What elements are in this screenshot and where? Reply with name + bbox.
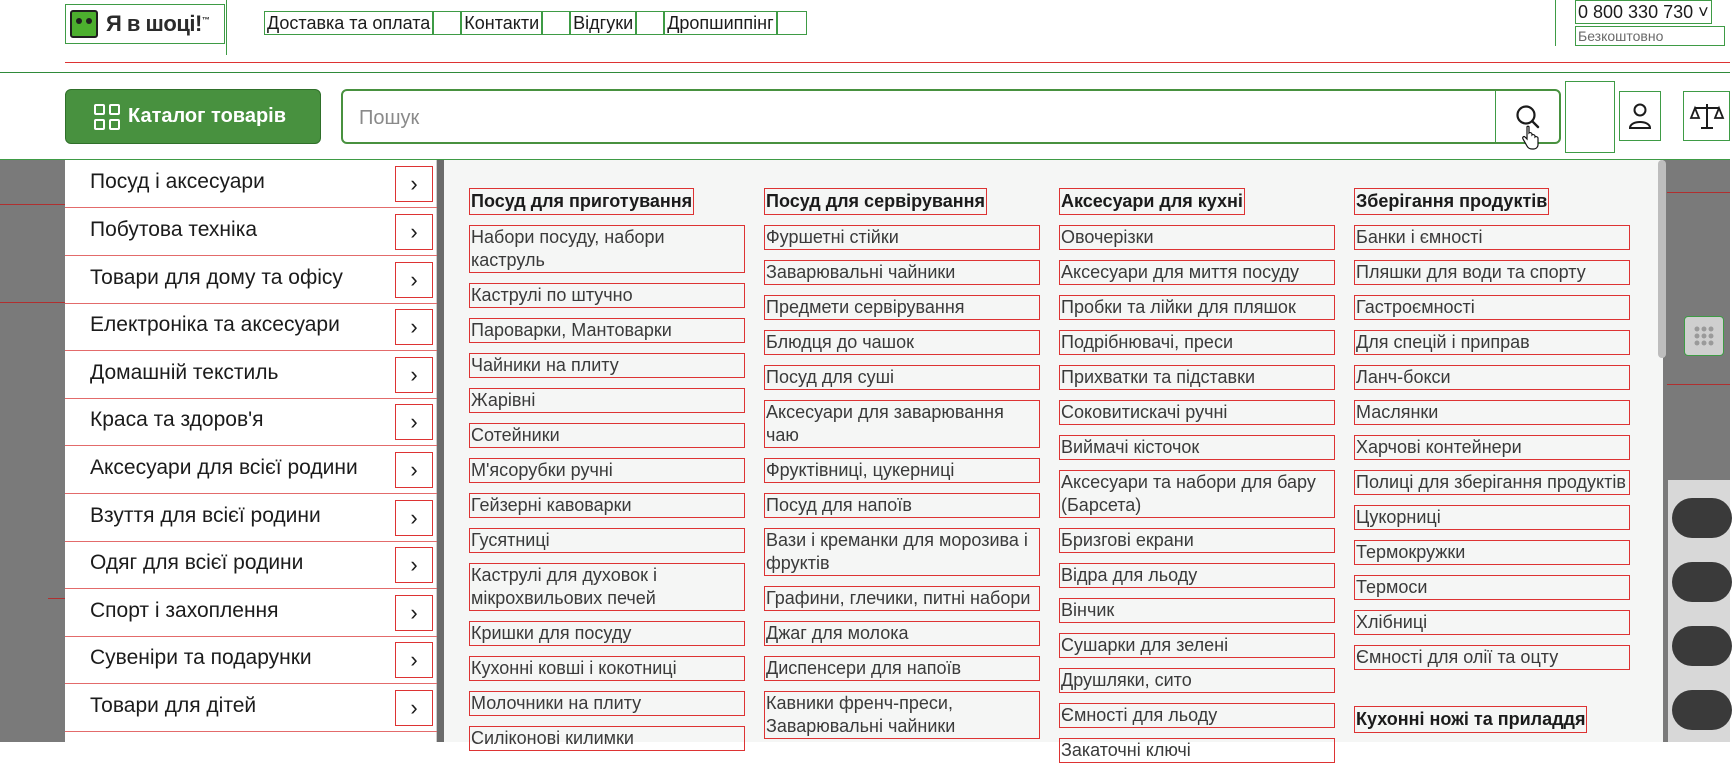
frame-divider [1555, 0, 1556, 46]
sidebar-item-label: Аксесуари для всієї родини [90, 456, 358, 479]
mega-menu-link[interactable]: Каструлі для духовок і мікрохвильових печей [469, 563, 745, 611]
chevron-right-icon[interactable]: › [395, 690, 433, 726]
mega-menu-link[interactable]: Кухонні ковші і кокотниці [469, 656, 745, 681]
mega-menu-link[interactable]: Пробки та лійки для пляшок [1059, 295, 1335, 320]
grid-icon [94, 104, 120, 130]
mega-menu-link[interactable]: Силіконові килимки [469, 726, 745, 751]
sidebar-item-label: Посуд і аксесуари [90, 170, 265, 193]
mega-menu-link[interactable]: Сушарки для зелені [1059, 633, 1335, 658]
nav-link-contacts[interactable]: Контакти [461, 11, 542, 35]
mega-menu-link[interactable]: Друшляки, сито [1059, 668, 1335, 693]
sidebar-item-gifts[interactable] [65, 636, 437, 684]
mega-menu-link[interactable]: Для спецій і приправ [1354, 330, 1630, 355]
scales-icon [1690, 101, 1724, 131]
mega-column-cooking [469, 188, 745, 761]
search-box [341, 89, 1561, 144]
mega-menu-link[interactable]: Заварювальні чайники [764, 260, 1040, 285]
sidebar-item-electronics[interactable] [65, 303, 437, 351]
mega-menu-scrollbar[interactable] [1658, 160, 1666, 358]
sidebar-item-sport[interactable] [65, 589, 437, 637]
mega-menu-link[interactable]: Гусятниці [469, 528, 745, 553]
mega-menu-link[interactable]: Посуд для суші [764, 365, 1040, 390]
nav-link-reviews[interactable]: Відгуки [570, 11, 636, 35]
mega-menu-link[interactable]: Молочники на плиту [469, 691, 745, 716]
category-sidebar [65, 160, 437, 742]
mega-menu-link[interactable]: Ємності для льоду [1059, 703, 1335, 728]
mega-menu-link[interactable]: Посуд для напоїв [764, 493, 1040, 518]
mega-menu-link[interactable]: Банки і ємності [1354, 225, 1630, 250]
overlay-guide [48, 598, 65, 599]
mega-menu-link[interactable]: Ємності для олії та оцту [1354, 645, 1630, 670]
sidebar-item-home-office[interactable] [65, 256, 437, 304]
mega-menu-link[interactable]: Вінчик [1059, 598, 1335, 623]
chevron-right-icon[interactable]: › [395, 166, 433, 202]
header-divider [65, 62, 1730, 63]
chevron-right-icon[interactable]: › [395, 404, 433, 440]
mega-menu-link[interactable]: Набори посуду, набори каструль [469, 225, 745, 273]
nav-separator [636, 11, 664, 35]
sidebar-item-label: Одяг для всієї родини [90, 551, 304, 574]
frame-divider [226, 0, 227, 55]
mega-menu-link[interactable]: Термоси [1354, 575, 1630, 600]
chevron-right-icon[interactable]: › [395, 452, 433, 488]
mega-column-storage [1354, 188, 1630, 733]
sidebar-item-label: Електроніка та аксесуари [90, 313, 340, 336]
catalog-button[interactable] [65, 89, 321, 144]
top-navigation [264, 11, 807, 35]
mega-column-title[interactable]: Посуд для приготування [469, 188, 694, 215]
sidebar-item-label: Товари для дітей [90, 694, 257, 717]
frame-box [1565, 81, 1615, 153]
mega-menu-link[interactable]: Відра для льоду [1059, 563, 1335, 588]
nav-separator [542, 11, 570, 35]
mega-menu-link[interactable]: Джаг для молока [764, 621, 1040, 646]
mega-menu-link[interactable]: Соковитискачі ручні [1059, 400, 1335, 425]
chevron-down-icon: ˅ [1698, 2, 1709, 22]
mega-menu-link[interactable]: Прихватки та підставки [1059, 365, 1335, 390]
compare-button[interactable] [1683, 91, 1730, 141]
phone-note: Безкоштовно [1575, 26, 1725, 46]
mega-menu-link[interactable]: Гейзерні кавоварки [469, 493, 745, 518]
mega-menu-link[interactable]: Бризгові екрани [1059, 528, 1335, 553]
mega-menu-link[interactable]: Полиці для зберігання продуктів [1354, 470, 1630, 495]
mega-menu-panel [437, 160, 1663, 760]
mega-menu-link[interactable]: Пароварки, Мантоварки [469, 318, 745, 343]
mega-column-serving [764, 188, 1040, 749]
mega-menu-link[interactable]: Закаточні ключі [1059, 738, 1335, 763]
search-row [0, 73, 1730, 160]
mega-menu-link[interactable]: Фуршетні стійки [764, 225, 1040, 250]
mega-menu-link[interactable]: Аксесуари та набори для бару (Барсета) [1059, 470, 1335, 518]
sidebar-item-family-accessories[interactable] [65, 446, 437, 494]
sidebar-item-textile[interactable] [65, 351, 437, 399]
mega-menu-link[interactable]: Кришки для посуду [469, 621, 745, 646]
mega-column-title[interactable]: Посуд для сервірування [764, 188, 987, 215]
mega-menu-link[interactable]: Блюдця до чашок [764, 330, 1040, 355]
sidebar-item-label: Сувеніри та подарунки [90, 646, 312, 669]
view-grid-toggle[interactable] [1684, 316, 1724, 356]
mega-menu-link[interactable]: Аксесуари для миття посуду [1059, 260, 1335, 285]
overlay-guide [0, 204, 65, 205]
mega-menu-link[interactable]: Кавники френч-преси, Заварювальні чайники [764, 691, 1040, 739]
site-logo[interactable] [65, 4, 225, 44]
mega-menu-link[interactable]: Цукорниці [1354, 505, 1630, 530]
logo-mark-icon [70, 10, 98, 38]
sidebar-item-label: Товари для дому та офісу [90, 266, 343, 289]
chevron-right-icon[interactable]: › [395, 547, 433, 583]
nav-separator [777, 11, 807, 35]
account-button[interactable] [1619, 91, 1661, 141]
nav-separator [433, 11, 461, 35]
mega-menu-link[interactable]: Термокружки [1354, 540, 1630, 565]
phone-number: 0 800 330 730 [1578, 2, 1694, 22]
sidebar-item-label: Побутова техніка [90, 218, 258, 241]
user-icon [1628, 103, 1652, 129]
overlay-guide [0, 302, 65, 303]
mega-menu-link[interactable]: Чайники на плиту [469, 353, 745, 378]
dots-grid-icon [1693, 325, 1715, 347]
sidebar-item-beauty[interactable] [65, 398, 437, 446]
mega-menu-link[interactable]: Пляшки для води та спорту [1354, 260, 1630, 285]
mega-menu-link[interactable]: Фруктівниці, цукерниці [764, 458, 1040, 483]
sidebar-item-label: Краса та здоров'я [90, 408, 264, 431]
mouse-cursor-icon [1521, 126, 1539, 150]
mega-menu-link[interactable]: Вази і креманки для морозива і фруктів [764, 528, 1040, 576]
chevron-right-icon[interactable]: › [395, 262, 433, 298]
overlay-guide [1667, 192, 1730, 193]
sidebar-item-clothing[interactable] [65, 541, 437, 589]
sidebar-item-label: Домашній текстиль [90, 361, 279, 384]
search-input[interactable] [359, 103, 1459, 133]
mega-column-kitchen-accessories [1059, 188, 1335, 773]
mega-menu-link[interactable]: Графини, глечики, питні набори [764, 586, 1040, 611]
sidebar-item-label: Спорт і захоплення [90, 599, 279, 622]
mega-menu-link[interactable]: Жарівні [469, 388, 745, 413]
product-image-partial [1668, 480, 1730, 742]
mega-menu-link[interactable]: Овочерізки [1059, 225, 1335, 250]
sidebar-item-tableware[interactable] [65, 160, 437, 208]
sidebar-item-shoes[interactable] [65, 494, 437, 542]
mega-menu-link[interactable]: Гастроємності [1354, 295, 1630, 320]
mega-menu-link[interactable]: Подрібнювачі, преси [1059, 330, 1335, 355]
logo-text: Я в шоці!™ [106, 11, 210, 36]
nav-link-dropshipping[interactable]: Дропшиппінг [664, 11, 776, 35]
chevron-right-icon[interactable]: › [395, 595, 433, 631]
mega-menu-link[interactable]: Виймачі кісточок [1059, 435, 1335, 460]
sidebar-item-label: Взуття для всієї родини [90, 504, 321, 527]
mega-menu-link[interactable]: Хлібниці [1354, 610, 1630, 635]
chevron-right-icon[interactable]: › [395, 214, 433, 250]
mega-menu-link[interactable]: Маслянки [1354, 400, 1630, 425]
chevron-right-icon[interactable]: › [395, 642, 433, 678]
top-header [0, 0, 1730, 73]
chevron-right-icon[interactable]: › [395, 500, 433, 536]
mega-menu-link[interactable]: Аксесуари для заварювання чаю [764, 400, 1040, 448]
mega-menu-link[interactable]: Диспенсери для напоїв [764, 656, 1040, 681]
mega-column-title[interactable]: Зберігання продуктів [1354, 188, 1549, 215]
chevron-right-icon[interactable]: › [395, 357, 433, 393]
phone-dropdown[interactable] [1575, 0, 1712, 24]
catalog-button-label: Каталог товарів [128, 105, 287, 127]
mega-menu-link[interactable]: М'ясорубки ручні [469, 458, 745, 483]
mega-column-title[interactable]: Аксесуари для кухні [1059, 188, 1245, 215]
mega-menu-link[interactable]: Ланч-бокси [1354, 365, 1630, 390]
sidebar-item-kids[interactable] [65, 684, 437, 732]
mega-column-title[interactable]: Кухонні ножі та приладдя [1354, 706, 1587, 733]
chevron-right-icon[interactable]: › [395, 309, 433, 345]
overlay-guide [1667, 384, 1730, 385]
mega-menu-link[interactable]: Каструлі по штучно [469, 283, 745, 308]
mega-menu-link[interactable]: Сотейники [469, 423, 745, 448]
mega-menu-link[interactable]: Харчові контейнери [1354, 435, 1630, 460]
mega-menu-link[interactable]: Предмети сервірування [764, 295, 1040, 320]
sidebar-item-appliances[interactable] [65, 208, 437, 256]
nav-link-delivery[interactable]: Доставка та оплата [264, 11, 433, 35]
